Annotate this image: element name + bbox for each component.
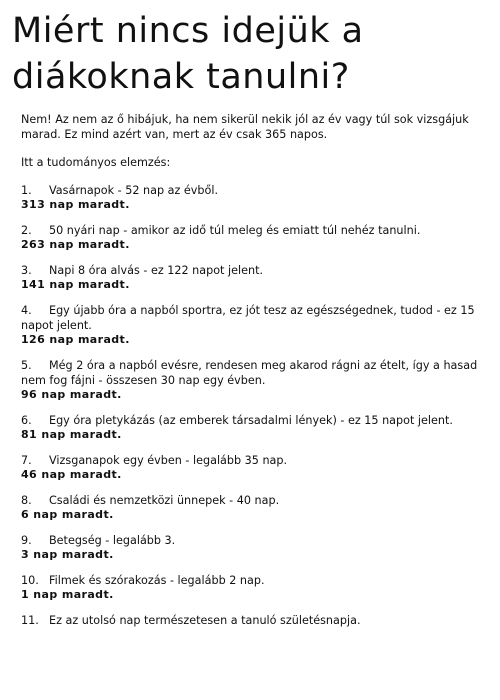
- item-number: 5.: [21, 359, 32, 372]
- item-result: 126 nap maradt.: [21, 333, 130, 346]
- item-description: Vasárnapok - 52 nap az évből.: [49, 184, 219, 197]
- item-number: 11.: [21, 614, 39, 627]
- item-text: [21, 303, 491, 333]
- list-item: [21, 613, 491, 628]
- item-number: 10.: [21, 574, 39, 587]
- item-result: 3 nap maradt.: [21, 548, 114, 561]
- item-text: [21, 613, 491, 628]
- item-text: [21, 453, 491, 468]
- article-body: [21, 112, 491, 639]
- page-title: [12, 8, 492, 100]
- item-description: Egy óra pletykázás (az emberek társadalmi lények) - ez 15 napot jelent.: [49, 414, 453, 427]
- item-result: 46 nap maradt.: [21, 468, 122, 481]
- list-item: [21, 533, 491, 562]
- item-number: 3.: [21, 264, 32, 277]
- item-text: [21, 263, 491, 278]
- item-result: 96 nap maradt.: [21, 388, 122, 401]
- item-text: [21, 413, 491, 428]
- item-number: 4.: [21, 304, 32, 317]
- item-text: [21, 358, 491, 388]
- item-description: 50 nyári nap - amikor az idő túl meleg és emiatt túl nehéz tanulni.: [49, 224, 421, 237]
- item-result: 313 nap maradt.: [21, 198, 130, 211]
- list-item: [21, 358, 491, 402]
- analysis-label: Itt a tudományos elemzés:: [21, 156, 171, 169]
- item-description: Vizsganapok egy évben - legalább 35 nap.: [49, 454, 288, 467]
- item-result: 263 nap maradt.: [21, 238, 130, 251]
- item-text: [21, 533, 491, 548]
- title-line-2: diákoknak tanulni?: [12, 57, 350, 97]
- item-number: 1.: [21, 184, 32, 197]
- item-text: [21, 223, 491, 238]
- item-number: 2.: [21, 224, 32, 237]
- intro-paragraph: Nem! Az nem az ő hibájuk, ha nem sikerül nekik jól az év vagy túl sok vizsgájuk marad. Ez mind azért van, mert az év csak 365 napos.: [21, 113, 469, 141]
- item-description: Családi és nemzetközi ünnepek - 40 nap.: [49, 494, 280, 507]
- item-description: Filmek és szórakozás - legalább 2 nap.: [49, 574, 265, 587]
- item-text: [21, 573, 491, 588]
- list-item: [21, 493, 491, 522]
- item-description: Ez az utolsó nap természetesen a tanuló születésnapja.: [49, 614, 361, 627]
- item-description: Még 2 óra a napból evésre, rendesen meg akarod rágni az ételt, így a hasad nem fog fájni - összesen 30 nap egy évben.: [21, 359, 478, 387]
- item-number: 9.: [21, 534, 32, 547]
- list-item: [21, 223, 491, 252]
- item-description: Betegség - legalább 3.: [49, 534, 176, 547]
- item-result: 1 nap maradt.: [21, 588, 114, 601]
- item-text: [21, 493, 491, 508]
- item-list: [21, 183, 491, 628]
- list-item: [21, 183, 491, 212]
- title-line-1: Miért nincs idejük a: [12, 11, 364, 51]
- list-item: [21, 453, 491, 482]
- item-description: Napi 8 óra alvás - ez 122 napot jelent.: [49, 264, 264, 277]
- item-number: 7.: [21, 454, 32, 467]
- list-item: [21, 263, 491, 292]
- item-result: 6 nap maradt.: [21, 508, 114, 521]
- item-result: 141 nap maradt.: [21, 278, 130, 291]
- item-text: [21, 183, 491, 198]
- item-number: 6.: [21, 414, 32, 427]
- list-item: [21, 413, 491, 442]
- item-description: Egy újabb óra a napból sportra, ez jót tesz az egészségednek, tudod - ez 15 napot jelent.: [21, 304, 475, 332]
- item-result: 81 nap maradt.: [21, 428, 122, 441]
- item-number: 8.: [21, 494, 32, 507]
- list-item: [21, 573, 491, 602]
- list-item: [21, 303, 491, 347]
